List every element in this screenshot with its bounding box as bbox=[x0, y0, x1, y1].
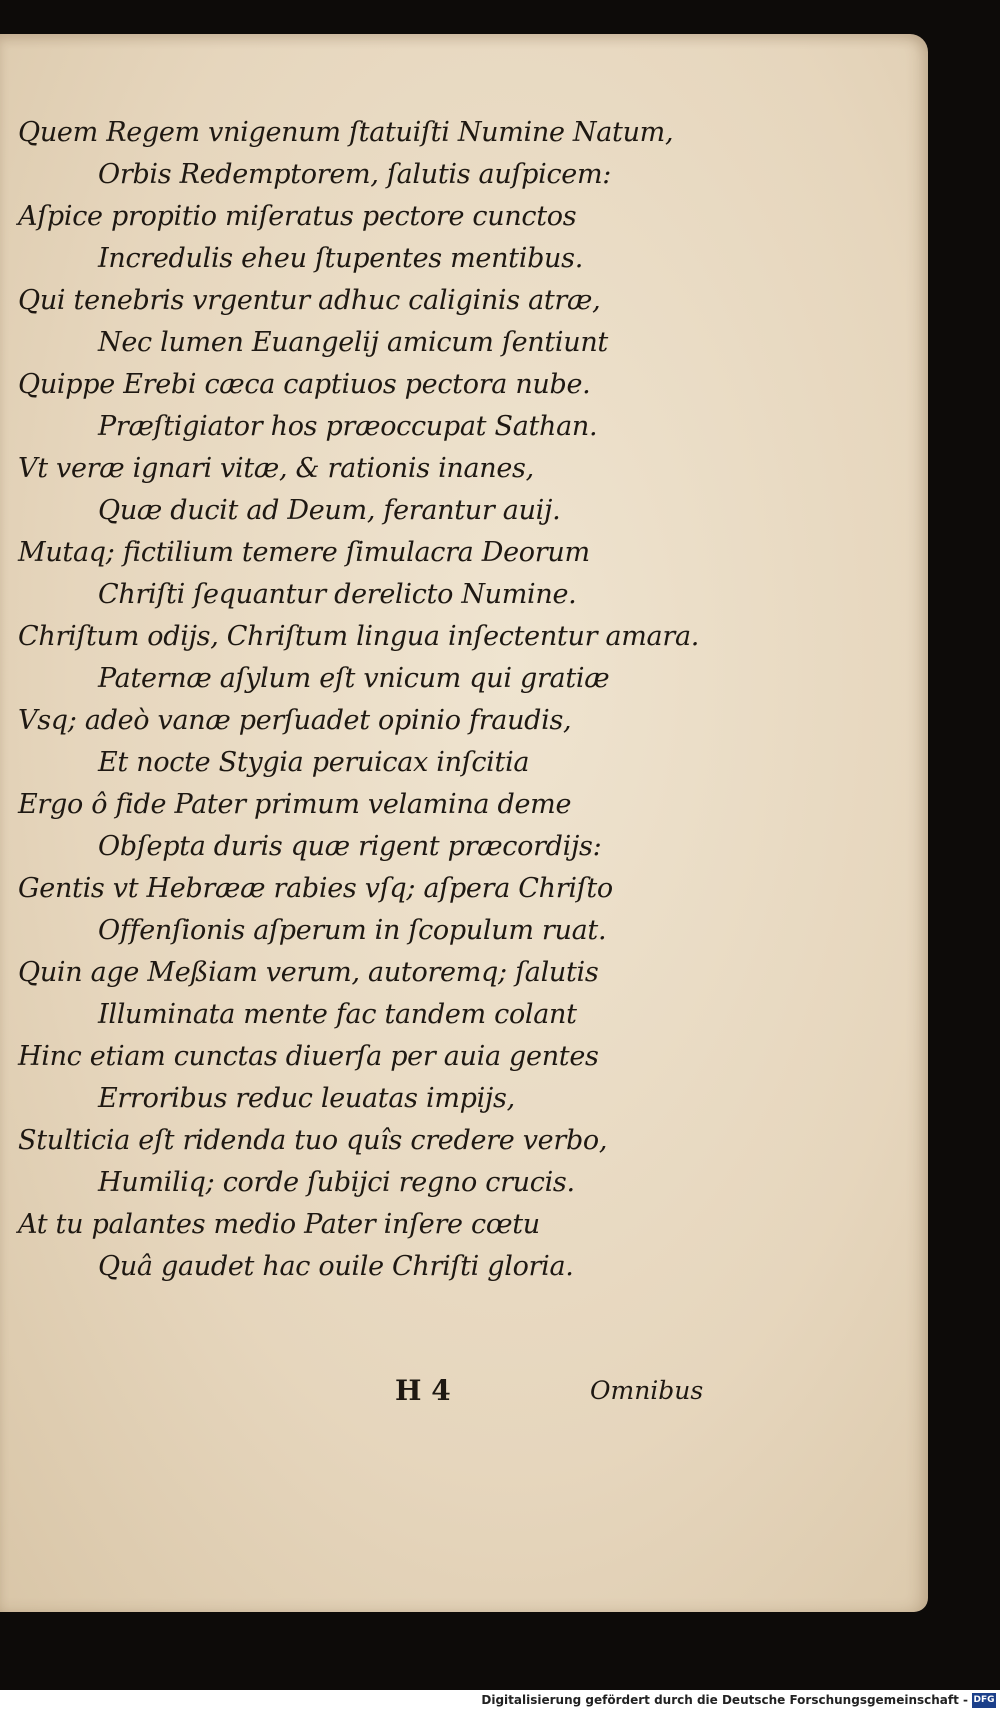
verse-line: Chriſtum odijs, Chriſtum lingua inſectentur amara. bbox=[18, 621, 700, 652]
verse-line: Illuminata mente fac tandem colant bbox=[98, 999, 577, 1030]
verse-line: Quâ gaudet hac ouile Chriſti gloria. bbox=[98, 1251, 574, 1282]
verse-line: Stulticia eſt ridenda tuo quîs credere verbo, bbox=[18, 1125, 608, 1156]
verse-line: Qui tenebris vrgentur adhuc caliginis atræ, bbox=[18, 285, 601, 316]
verse-line: Gentis vt Hebrææ rabies vſq; aſpera Chriſto bbox=[18, 873, 613, 904]
verse-line: Quin age Meßiam verum, autoremq; ſalutis bbox=[18, 957, 599, 988]
verse-line: Obſepta duris quæ rigent præcordijs: bbox=[98, 831, 602, 862]
signature-mark: H 4 bbox=[395, 1374, 451, 1407]
verse-line: Vt veræ ignari vitæ, & rationis inanes, bbox=[18, 453, 534, 484]
verse-line: Nec lumen Euangelij amicum ſentiunt bbox=[98, 327, 608, 358]
verse-line: Et nocte Stygia peruicax inſcitia bbox=[98, 747, 530, 778]
verse-line: Humiliq; corde ſubijci regno crucis. bbox=[98, 1167, 575, 1198]
verse-line: Offenſionis aſperum in ſcopulum ruat. bbox=[98, 915, 607, 946]
verse-line: Præſtigiator hos præoccupat Sathan. bbox=[98, 411, 598, 442]
verse-line: Incredulis eheu ſtupentes mentibus. bbox=[98, 243, 583, 274]
verse-line: Mutaq; fictilium temere ſimulacra Deorum bbox=[18, 537, 590, 568]
verse-line: Orbis Redemptorem, ſalutis auſpicem: bbox=[98, 159, 612, 190]
verse-line: Quem Regem vnigenum ſtatuiſti Numine Natum, bbox=[18, 117, 674, 148]
verse-line: Hinc etiam cunctas diuerſa per auia gentes bbox=[18, 1041, 599, 1072]
catchword: Omnibus bbox=[590, 1376, 704, 1405]
verse-line: Vsq; adeò vanæ perſuadet opinio fraudis, bbox=[18, 705, 572, 736]
verse-line: At tu palantes medio Pater inſere cœtu bbox=[18, 1209, 540, 1240]
verse-line: Quippe Erebi cæca captiuos pectora nube. bbox=[18, 369, 591, 400]
poem-text bbox=[18, 112, 718, 1288]
verse-line: Chriſti ſequantur derelicto Numine. bbox=[98, 579, 577, 610]
verse-line: Paternæ aſylum eſt vnicum qui gratiæ bbox=[98, 663, 610, 694]
verse-line: Aſpice propitio miſeratus pectore cunctos bbox=[18, 201, 577, 232]
credit-bar bbox=[0, 1690, 1000, 1712]
dfg-logo-icon: DFG bbox=[972, 1693, 996, 1708]
verse-line: Quæ ducit ad Deum, ferantur auij. bbox=[98, 495, 561, 526]
verse-line: Ergo ô fide Pater primum velamina deme bbox=[18, 789, 572, 820]
book-page bbox=[0, 34, 928, 1612]
verse-line: Erroribus reduc leuatas impijs, bbox=[98, 1083, 515, 1114]
funding-credit: Digitalisierung gefördert durch die Deutsche Forschungsgemeinschaft - bbox=[481, 1693, 968, 1707]
